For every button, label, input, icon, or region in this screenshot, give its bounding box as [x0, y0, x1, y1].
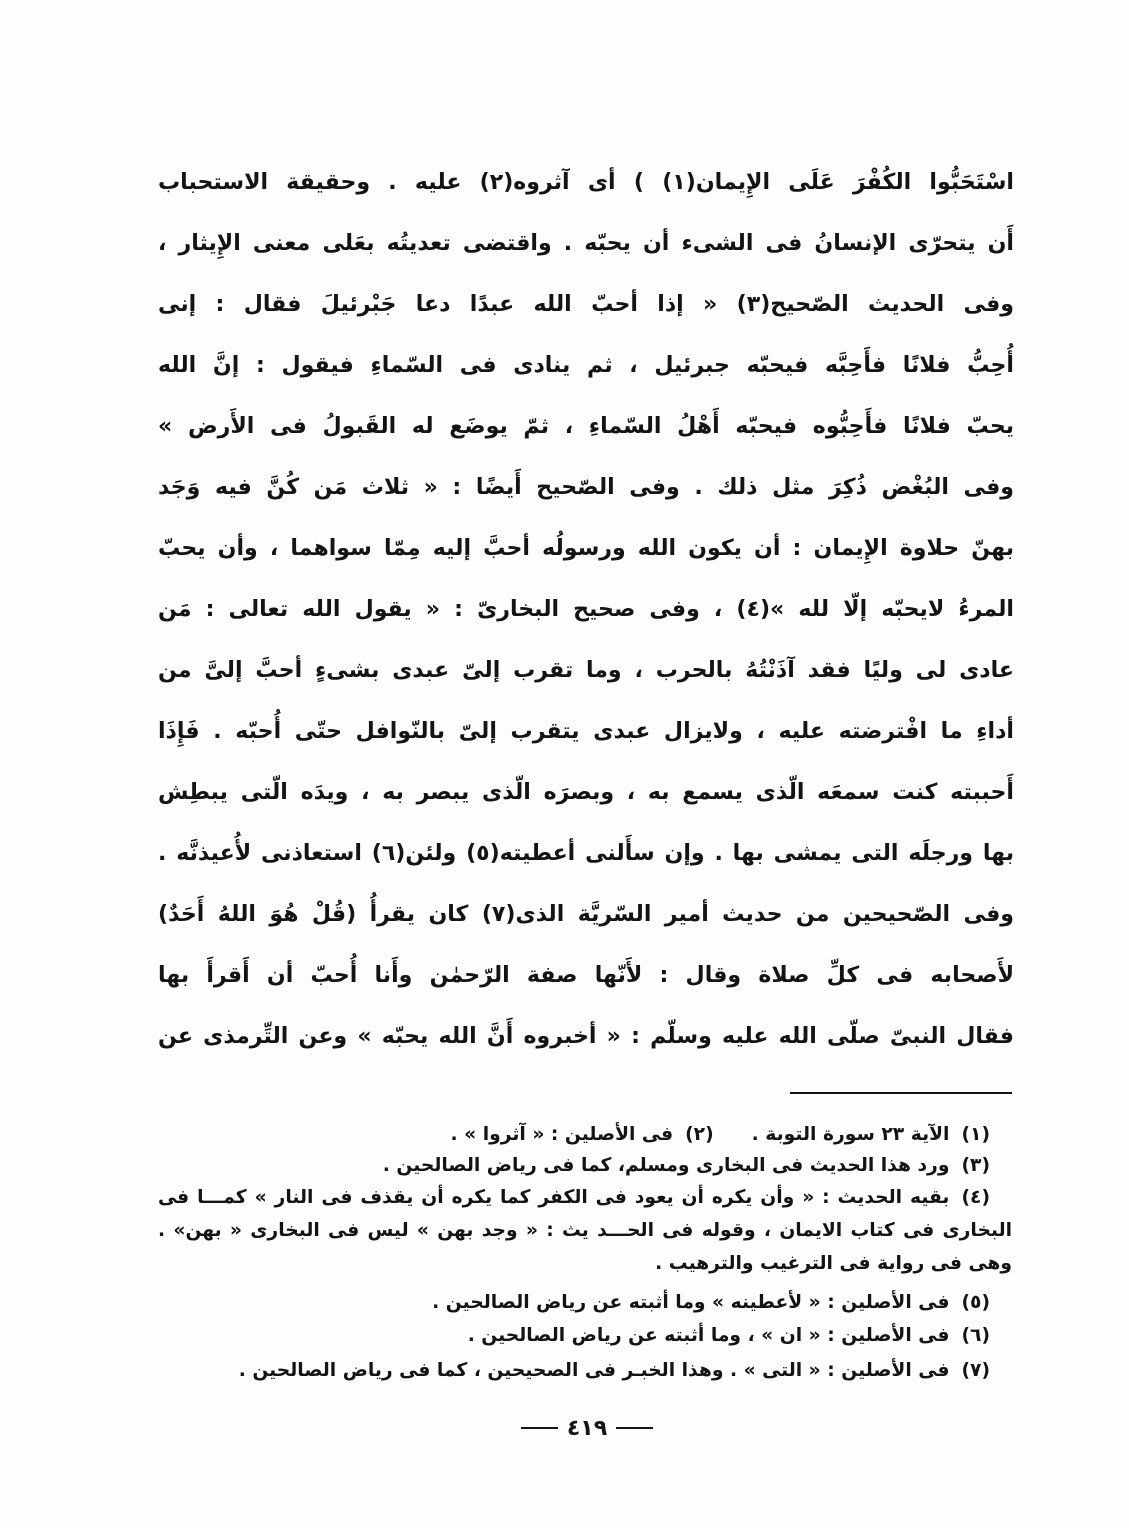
footnote-text: فى الأصلين : « لأعطينه » وما أثبته عن رياض الصالحين .: [432, 1292, 950, 1313]
body-line: أَن يتحرّى الإنسانُ فى الشىء أن يحبّه . واقتضى تعديتُه بعَلى معنى الإِيثار ،: [158, 231, 1014, 256]
footnote-number: (١): [961, 1124, 990, 1145]
body-line: لأَصحابه فى كلِّ صلاة وقال : لأَنّها صفة الرّحمٰن وأَنا أُحبّ أن أَقرأَ بها: [158, 963, 1014, 988]
body-line: أَحببته كنت سمعَه الّذى يسمع به ، وبصرَه الّذى يبصر به ، ويدَه الّتى يبطِش: [158, 780, 1014, 805]
body-line: يحبّ فلانًا فأَحِبُّوه فيحبّه أَهْلُ السّماءِ ، ثمّ يوضَع له القَبولُ فى الأَرض »: [158, 414, 1014, 439]
body-line: عادى لى وليًا فقد آذَنْتُهُ بالحرب ، وما تقرب إلىّ عبدى بشىءٍ أحبَّ إلىَّ من: [158, 658, 1014, 683]
body-line: وفى البُغْض ذُكِرَ مثل ذلك . وفى الصّحيح أَيضًا : « ثلاث مَن كُنَّ فيه وَجَد: [158, 475, 1014, 500]
footnotes: [0, 1110, 1129, 1390]
footnote-divider: [790, 1092, 1012, 1094]
footnote-text: وهى فى رواية فى الترغيب والترهيب .: [655, 1253, 1012, 1274]
footnote-number: (٤): [961, 1187, 990, 1208]
footnote-text: ورد هذا الحديث فى البخارى ومسلم، كما فى رياض الصالحين .: [382, 1155, 950, 1176]
footnote-row: [158, 1320, 990, 1352]
footnote-text: فى الأصلين : « ان » ، وما أثبته عن رياض الصالحين .: [467, 1325, 950, 1346]
footnote-number: (٣): [961, 1155, 990, 1176]
footnote-text: البخارى فى كتاب الايمان ، وقوله فى الحـــد يث : « وجد بهن » ليس فى البخارى « بهن» .: [158, 1220, 1012, 1241]
footnote-number: (٢): [685, 1124, 714, 1145]
footnote-row: [158, 1287, 990, 1319]
footnote-row: [158, 1355, 990, 1387]
footnote-row: [158, 1182, 990, 1214]
page-number-text: ٤١٩: [566, 1415, 608, 1441]
footnote-continuation: [158, 1248, 1012, 1280]
body-line: بها ورجلَه التى يمشى بها . وإن سأَلنى أعطيته(٥) ولئن(٦) استعاذنى لأُعيذنَّه .: [158, 841, 1014, 866]
footnote-number: (٧): [961, 1360, 990, 1381]
footnote-number: (٥): [961, 1292, 990, 1313]
footnote-row: [158, 1119, 990, 1151]
body-line: وفى الصّحيحين من حديث أمير السّريَّة الذى(٧) كان يقرأُ (قُلْ هُوَ اللهُ أَحَدٌ): [158, 902, 1014, 927]
main-text: [158, 152, 1014, 1067]
body-line: أداءِ ما افْترضته عليه ، ولايزال عبدى يتقرب إلىّ بالنّوافل حتّى أُحبّه . فَإِذَا: [158, 719, 1014, 744]
body-line: اسْتَحَبُّوا الكُفْرَ عَلَى الإِيمان(١) ) أى آثروه(٢) عليه . وحقيقة الاستحباب: [158, 170, 1014, 195]
body-line: وفى الحديث الصّحيح(٣) « إذا أحبّ الله عبدًا دعا جَبْرئيلَ فقال : إنى: [158, 292, 1014, 317]
body-line: بهنّ حلاوة الإِيمان : أن يكون الله ورسولُه أحبَّ إليه مِمّا سواهما ، وأن يحبّ: [158, 536, 1014, 561]
footnote-row: [158, 1150, 990, 1182]
footnote-number: (٦): [961, 1325, 990, 1346]
footnote-text: فى الأصلين : « التى » . وهذا الخبـر فى الصحيحين ، كما فى رياض الصالحين .: [238, 1360, 950, 1381]
page-number-dash-right: [616, 1427, 653, 1429]
footnote-continuation: [158, 1215, 1012, 1247]
footnote-text: بقيه الحديث : « وأن يكره أن يعود فى الكفر كما يكره أن يقذف فى النار » كمـــا فى: [158, 1187, 950, 1208]
body-line: المرءُ لايحبّه إلّا لله »(٤) ، وفى صحيح البخارىّ : « يقول الله تعالى : مَن: [158, 597, 1014, 622]
body-line: فقال النبىّ صلّى الله عليه وسلّم : « أخبروه أَنَّ الله يحبّه » وعن التِّرمذى عن: [158, 1024, 1014, 1049]
footnote-2: [451, 1119, 714, 1151]
footnote-1: [752, 1119, 990, 1151]
page-number: [487, 1412, 687, 1444]
page-number-dash-left: [521, 1427, 558, 1429]
footnote-text: الآية ٢٣ سورة التوبة .: [751, 1124, 950, 1145]
footnote-text: فى الأصلين : « آثروا » .: [450, 1124, 674, 1145]
body-line: أُحِبُّ فلانًا فأَحِبَّه فيحبّه جبرئيل ، ثم ينادى فى السّماءِ فيقول : إنَّ الله: [158, 353, 1014, 378]
